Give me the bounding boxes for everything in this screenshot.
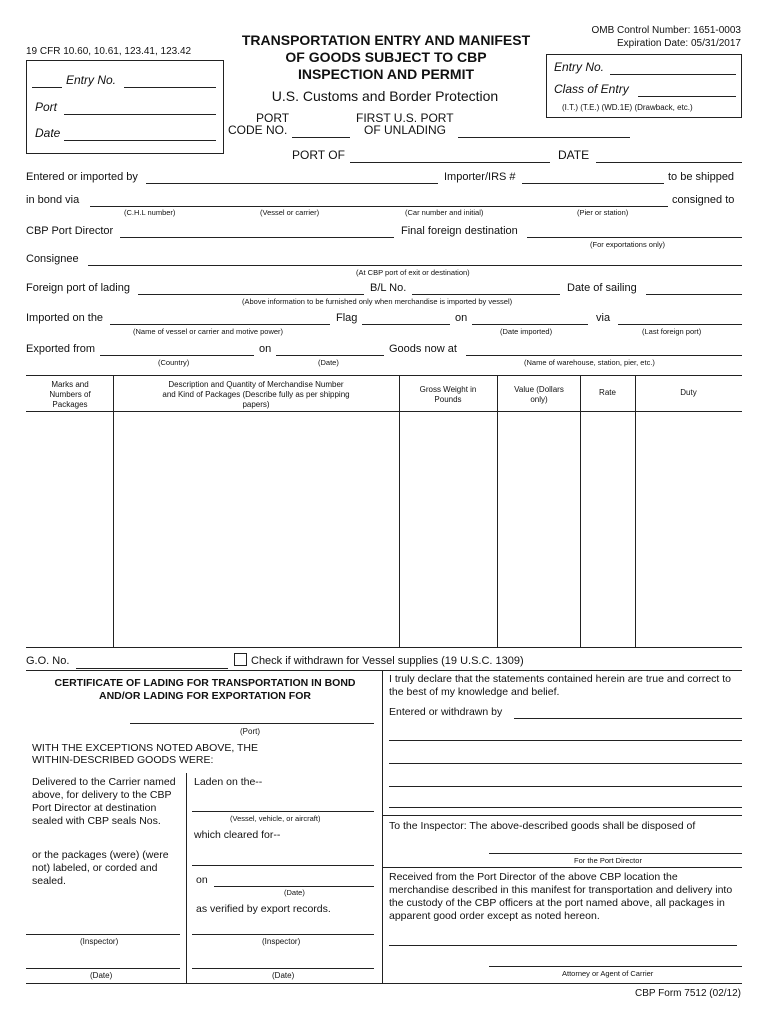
form-title-line: TRANSPORTATION ENTRY AND MANIFEST xyxy=(241,32,531,48)
form-number: CBP Form 7512 (02/12) xyxy=(635,988,741,999)
bottom-section-divider xyxy=(382,670,383,983)
entered-by-field[interactable] xyxy=(146,183,438,184)
above-info-hint: (Above information to be furnished only when merchandise is imported by vessel) xyxy=(242,297,513,306)
signature-line[interactable] xyxy=(389,763,742,764)
delivered-text: Delivered to the Carrier named above, for delivery to the CBP Port Director at destination sealed with CBP seals Nos. xyxy=(32,776,176,827)
go-no-field[interactable] xyxy=(76,668,228,669)
inspector-right-hint: (Inspector) xyxy=(262,937,301,946)
first-port-label-2: OF UNLADING xyxy=(364,123,447,137)
flag-field[interactable] xyxy=(362,324,450,325)
col-header-value: Value (Dollars only) xyxy=(514,385,564,404)
entry-no-label-right: Entry No. xyxy=(554,60,605,74)
exported-from-label: Exported from xyxy=(26,343,96,355)
port-label: Port xyxy=(35,100,58,114)
class-of-entry-label: Class of Entry xyxy=(554,82,629,96)
which-cleared-field[interactable] xyxy=(192,865,374,866)
export-date-field[interactable] xyxy=(276,355,384,356)
col-header-gross-weight: Gross Weight in Pounds xyxy=(419,385,477,404)
first-port-field[interactable] xyxy=(458,137,630,138)
consigned-to-label: consigned to xyxy=(672,194,735,206)
port-director-signature[interactable] xyxy=(489,853,742,854)
attorney-signature[interactable] xyxy=(489,966,742,967)
first-port-label-1: FIRST U.S. PORT xyxy=(356,111,454,125)
omb-number: OMB Control Number: 1651-0003 xyxy=(591,25,741,36)
imported-on-label: Imported on the xyxy=(26,312,104,324)
signature-line[interactable] xyxy=(389,786,742,787)
received-section-top xyxy=(382,867,742,868)
last-foreign-port-field[interactable] xyxy=(618,324,742,325)
name-of-vessel-hint: (Name of vessel or carrier and motive power) xyxy=(133,327,284,336)
certificate-port-hint: (Port) xyxy=(240,727,260,736)
entered-withdrawn-label: Entered or withdrawn by xyxy=(389,706,503,718)
warehouse-hint: (Name of warehouse, station, pier, etc.) xyxy=(524,358,655,367)
packages-text: or the packages (were) (were not) labeled, or corded and sealed. xyxy=(32,849,169,887)
expiration-date: Expiration Date: 05/31/2017 xyxy=(617,38,741,49)
bl-no-label: B/L No. xyxy=(370,282,407,294)
port-of-label: PORT OF xyxy=(292,148,345,162)
entry-no-prefix-line xyxy=(32,87,62,88)
vessel-carrier-hint: (Vessel or carrier) xyxy=(260,208,320,217)
agency-name: U.S. Customs and Border Protection xyxy=(271,88,499,104)
date-label: Date xyxy=(35,126,61,140)
goods-now-at-label: Goods now at xyxy=(389,343,457,355)
goods-now-at-field[interactable] xyxy=(466,355,742,356)
exceptions-line-1: WITH THE EXCEPTIONS NOTED ABOVE, THE xyxy=(32,742,258,754)
importer-irs-label: Importer/IRS # xyxy=(444,171,516,183)
declaration-text: I truly declare that the statements contained herein are true and correct to the best of my knowledge and belief. xyxy=(389,673,732,698)
port-code-label-2: CODE NO. xyxy=(228,123,288,137)
final-destination-field[interactable] xyxy=(527,237,742,238)
bottom-section-top xyxy=(26,670,742,671)
signature-line[interactable] xyxy=(389,807,742,808)
for-exportations-hint: (For exportations only) xyxy=(590,240,666,249)
to-inspector-text: To the Inspector: The above-described goods shall be disposed of xyxy=(389,820,696,832)
col-header-description: Description and Quantity of Merchandise Number and Kind of Packages (Describe fully as per shipping papers) xyxy=(162,380,350,409)
col-header-duty: Duty xyxy=(680,388,697,397)
certificate-title-1: CERTIFICATE OF LADING FOR TRANSPORTATION IN BOND xyxy=(54,677,356,689)
inspector-left-hint: (Inspector) xyxy=(80,937,119,946)
bottom-section-bottom xyxy=(26,983,742,984)
table-col-divider xyxy=(113,375,114,648)
vessel-supplies-checkbox[interactable] xyxy=(234,653,247,666)
port-of-field[interactable] xyxy=(350,162,550,163)
consignee-field[interactable] xyxy=(88,265,742,266)
entered-withdrawn-field[interactable] xyxy=(514,718,742,719)
date-of-sailing-field[interactable] xyxy=(646,294,742,295)
cbp-port-director-label: CBP Port Director xyxy=(26,225,114,237)
date-of-sailing-label: Date of sailing xyxy=(567,282,637,294)
verified-text: as verified by export records. xyxy=(196,903,331,915)
date-right-field[interactable] xyxy=(192,968,374,969)
entry-no-field[interactable] xyxy=(124,87,216,88)
received-text: Received from the Port Director of the above CBP location the merchandise described in this manifest for transportation and delivery into the custody of the CBP officers at the port named above, all packages in apparent good order except as noted hereon. xyxy=(389,871,733,922)
table-col-divider xyxy=(497,375,498,648)
imported-on-field[interactable] xyxy=(110,324,330,325)
inspector-left-field[interactable] xyxy=(26,934,180,935)
certificate-port-field[interactable] xyxy=(130,723,374,724)
date-left-field[interactable] xyxy=(26,968,180,969)
in-bond-via-field[interactable] xyxy=(90,206,668,207)
bl-no-field[interactable] xyxy=(412,294,560,295)
date-imported-field[interactable] xyxy=(472,324,588,325)
vessel-vehicle-hint: (Vessel, vehicle, or aircraft) xyxy=(230,814,321,823)
table-col-divider xyxy=(399,375,400,648)
certificate-col-divider xyxy=(186,773,187,983)
date-field[interactable] xyxy=(64,140,216,141)
table-col-divider xyxy=(635,375,636,648)
at-cbp-port-hint: (At CBP port of exit or destination) xyxy=(356,268,470,277)
date-top-field[interactable] xyxy=(596,162,742,163)
cfr-reference: 19 CFR 10.60, 10.61, 123.41, 123.42 xyxy=(26,46,192,57)
to-be-shipped-label: to be shipped xyxy=(668,171,735,183)
attorney-hint: Attorney or Agent of Carrier xyxy=(562,969,654,978)
on-label: on xyxy=(455,312,468,324)
form-title xyxy=(222,32,550,83)
date-top-label: DATE xyxy=(558,148,590,162)
in-bond-via-label: in bond via xyxy=(26,194,80,206)
cleared-date-hint: (Date) xyxy=(284,888,305,897)
inspector-right-field[interactable] xyxy=(192,934,374,935)
consignee-label: Consignee xyxy=(26,253,79,265)
port-code-label-1: PORT xyxy=(256,111,290,125)
entry-no-label: Entry No. xyxy=(66,73,117,87)
col-header-rate: Rate xyxy=(599,388,616,397)
cleared-date-field[interactable] xyxy=(214,886,374,887)
for-port-director-hint: For the Port Director xyxy=(574,856,642,865)
port-code-field[interactable] xyxy=(292,137,350,138)
on2-label: on xyxy=(259,343,272,355)
vessel-supplies-label: Check if withdrawn for Vessel supplies (19 U.S.C. 1309) xyxy=(251,655,524,667)
col-header-marks: Marks and Numbers of Packages xyxy=(49,380,91,409)
country-hint: (Country) xyxy=(158,358,190,367)
vessel-vehicle-field[interactable] xyxy=(192,811,374,812)
table-col-divider xyxy=(580,375,581,648)
form-title-line: INSPECTION AND PERMIT xyxy=(297,66,475,82)
date-imported-hint: (Date imported) xyxy=(500,327,553,336)
on-cert-label: on xyxy=(196,874,208,886)
class-of-entry-field[interactable] xyxy=(638,96,736,97)
go-no-label: G.O. No. xyxy=(26,655,70,667)
via-label: via xyxy=(596,312,611,324)
foreign-port-label: Foreign port of lading xyxy=(26,282,130,294)
laden-on-label: Laden on the-- xyxy=(194,776,263,788)
final-destination-label: Final foreign destination xyxy=(401,225,518,237)
chl-number-hint: (C.H.L number) xyxy=(124,208,176,217)
date-right-hint: (Date) xyxy=(272,971,295,980)
cbp-port-director-field[interactable] xyxy=(120,237,394,238)
importer-irs-field[interactable] xyxy=(522,183,664,184)
pier-station-hint: (Pier or station) xyxy=(577,208,629,217)
exported-from-field[interactable] xyxy=(100,355,254,356)
last-foreign-port-hint: (Last foreign port) xyxy=(642,327,702,336)
date-left-hint: (Date) xyxy=(90,971,113,980)
car-number-hint: (Car number and initial) xyxy=(405,208,484,217)
form-title-line: OF GOODS SUBJECT TO CBP xyxy=(285,49,487,65)
signature-line[interactable] xyxy=(389,740,742,741)
entry-no-field-right[interactable] xyxy=(610,74,736,75)
entered-by-label: Entered or imported by xyxy=(26,171,138,183)
port-field[interactable] xyxy=(64,114,216,115)
received-signature-line[interactable] xyxy=(389,945,737,946)
inspector-section-top xyxy=(382,815,742,816)
which-cleared-label: which cleared for-- xyxy=(194,829,281,841)
foreign-port-field[interactable] xyxy=(138,294,364,295)
date-hint: (Date) xyxy=(318,358,339,367)
certificate-title-2: AND/OR LADING FOR EXPORTATION FOR xyxy=(99,690,311,702)
exceptions-line-2: WITHIN-DESCRIBED GOODS WERE: xyxy=(32,754,214,766)
flag-label: Flag xyxy=(336,312,358,324)
entry-types: (I.T.) (T.E.) (WD.1E) (Drawback, etc.) xyxy=(562,103,693,112)
